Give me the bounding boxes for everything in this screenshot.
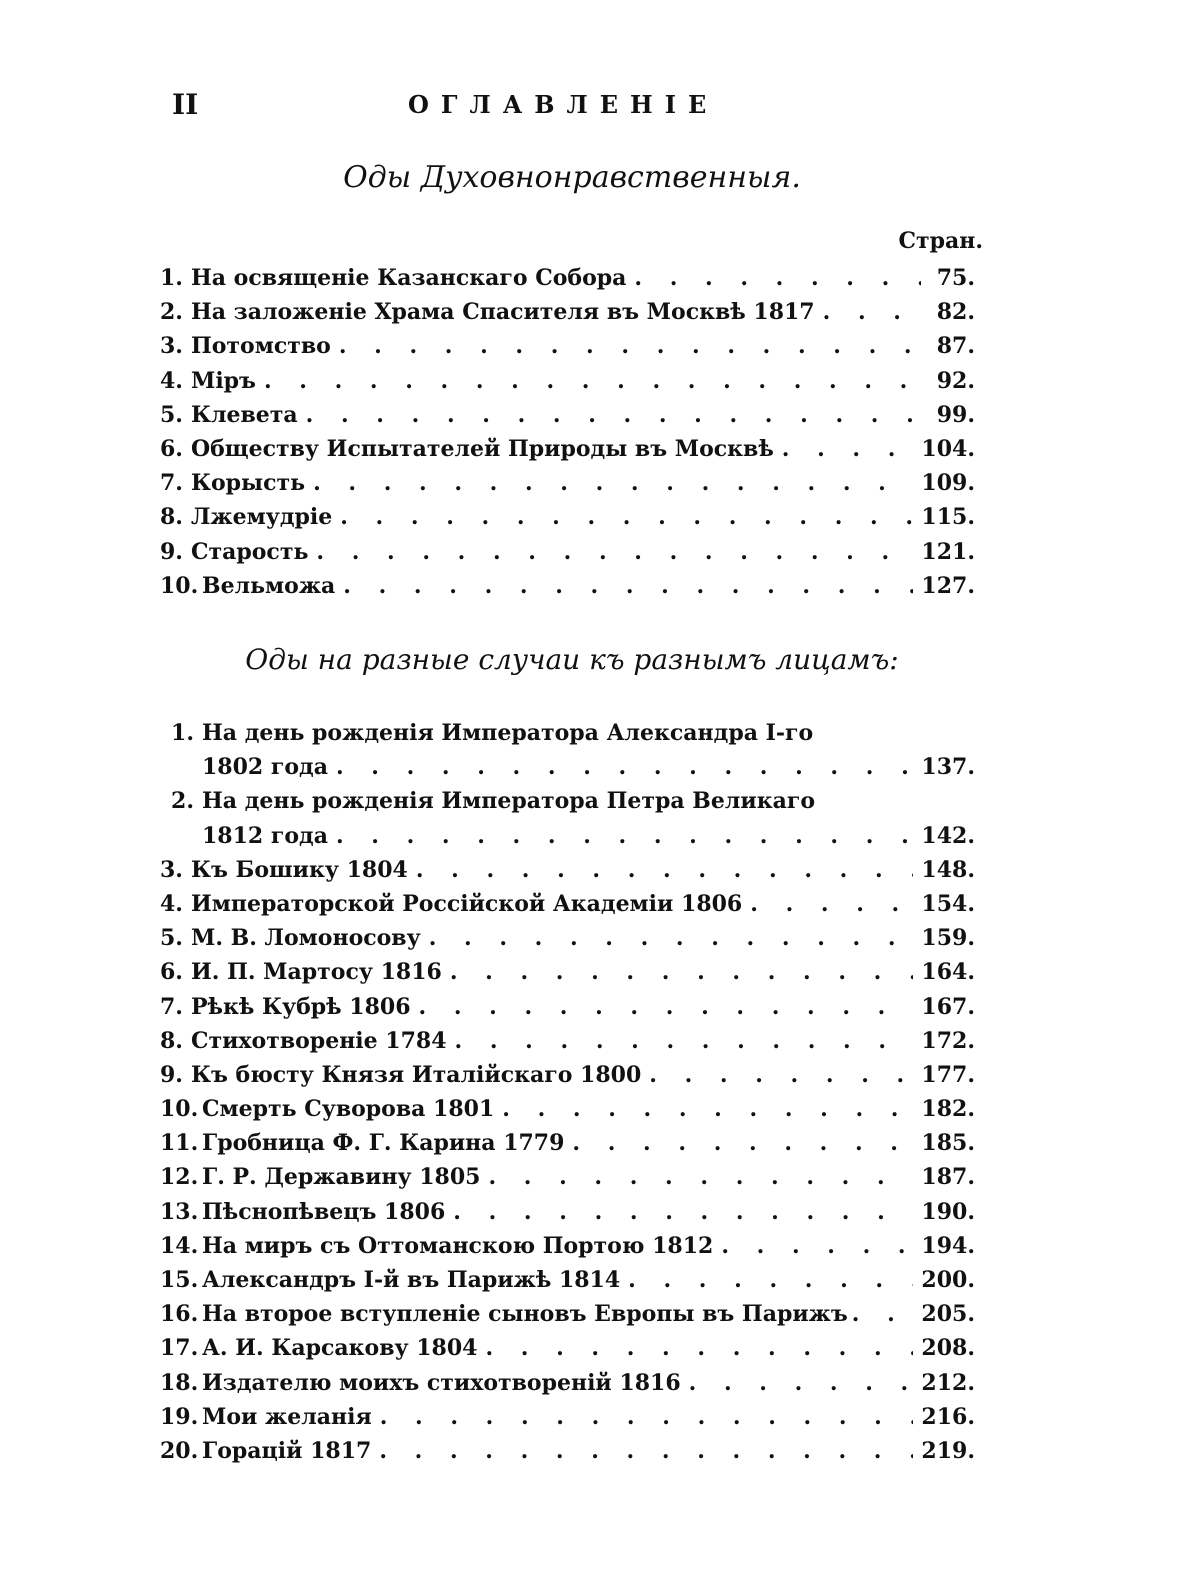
entry-number: 7. [160,470,183,497]
toc-entry[interactable] [160,994,975,1028]
entry-page: 115. [921,504,975,531]
entry-number: 1. [171,720,194,746]
entry-title: Потомство [190,333,331,360]
entry-page: 187. [921,1164,975,1191]
toc-entry[interactable] [160,1370,975,1404]
dot-leader [306,402,921,428]
toc-entry[interactable] [160,402,975,436]
entry-number: 5. [160,925,183,952]
entry-page: 208. [921,1335,975,1362]
entry-page: 159. [921,925,975,952]
entry-line-1 [160,788,975,822]
entry-page: 121. [921,538,975,565]
entry-title: Гробница Ф. Г. Карина 1779 [202,1130,565,1157]
entry-line-2 [160,754,975,788]
entry-number: 12. [160,1164,199,1191]
page-number: II [172,88,199,121]
toc-entry[interactable] [160,573,975,607]
toc-entry[interactable] [160,1267,975,1301]
entry-page: 104. [921,435,975,462]
dot-leader [343,573,913,599]
toc-entry[interactable] [160,1199,975,1233]
entry-line-1 [160,720,975,754]
dot-leader [416,857,914,883]
entry-number: 15. [160,1267,199,1294]
entry-page: 127. [921,572,975,599]
entry-number: 13. [160,1198,199,1225]
dot-leader [782,436,914,462]
entry-number: 2. [160,299,183,326]
dot-leader [264,368,921,394]
toc-entry[interactable] [160,1438,975,1472]
toc-entry[interactable] [160,333,975,367]
entry-page: 167. [921,993,975,1020]
toc-entry[interactable] [160,1096,975,1130]
entry-page: 82. [936,299,975,326]
toc-entry[interactable] [160,925,975,959]
entry-title: Къ Бошику 1804 [190,856,408,883]
running-title: ОГЛАВЛЕНІЕ [408,90,719,119]
dot-leader [572,1130,913,1156]
dot-leader [750,891,913,917]
entry-title: Александръ I-й въ Парижѣ 1814 [202,1267,621,1294]
entry-number: 4. [160,890,183,917]
toc-entry[interactable] [160,299,975,333]
toc-entry[interactable] [160,1404,975,1438]
toc-entry[interactable] [160,788,975,856]
entry-number: 19. [160,1403,199,1430]
section-title-occasional-odes: Оды на разные случаи къ разнымъ лицамъ: [245,643,899,676]
entry-title: М. В. Ломоносову [190,925,421,952]
section-title-spiritual-odes: Оды Духовнонравственныя. [343,160,801,195]
entry-page: 142. [921,822,975,849]
page-column-label: Стран. [898,228,983,254]
entry-page: 92. [936,367,975,394]
dot-leader [313,470,913,496]
entry-number: 6. [160,435,183,462]
entry-page: 212. [921,1369,975,1396]
entry-title: Старость [190,538,309,565]
entry-page: 164. [921,959,975,986]
dot-leader [336,754,913,780]
toc-entry[interactable] [160,1130,975,1164]
entry-page: 137. [921,754,975,781]
toc-entry[interactable] [160,1028,975,1062]
entry-title: На миръ съ Оттоманскою Портою 1812 [202,1232,714,1259]
entry-number: 1. [160,265,183,291]
entry-title: И. П. Мартосу 1816 [190,959,442,986]
entry-title: Рѣкѣ Кубрѣ 1806 [190,993,411,1020]
entry-page: 205. [921,1301,975,1328]
entry-title: Клевета [190,401,298,428]
dot-leader [455,1028,914,1054]
entry-number: 10. [160,1096,199,1123]
entry-page: 216. [921,1403,975,1430]
toc-entry[interactable] [160,1164,975,1198]
toc-entry[interactable] [160,1335,975,1369]
toc-entry[interactable] [160,1301,975,1335]
entry-page: 219. [921,1437,975,1464]
entry-number: 10. [160,572,199,599]
entry-title: На освященіе Казанскаго Собора [190,265,627,291]
toc-entry[interactable] [160,857,975,891]
entry-page: 75. [936,265,975,291]
dot-leader [316,539,913,565]
toc-entry[interactable] [160,720,975,788]
toc-entry[interactable] [160,1062,975,1096]
entry-page: 185. [921,1130,975,1157]
dot-leader [649,1062,913,1088]
entry-title: Корысть [190,470,306,497]
toc-entry[interactable] [160,891,975,925]
entry-page: 172. [921,1027,975,1054]
entry-title: Г. Р. Державину 1805 [202,1164,481,1191]
entry-title: Мои желанія [202,1403,372,1430]
dot-leader [450,959,914,985]
entry-number: 18. [160,1369,199,1396]
entry-number: 20. [160,1437,199,1464]
dot-leader [628,1267,913,1293]
entry-title: Смерть Суворова 1801 [202,1096,495,1123]
toc-entry[interactable] [160,265,975,299]
dot-leader [339,333,921,359]
entry-title: Стихотвореніе 1784 [190,1027,447,1054]
entry-title-continued: 1802 года [202,754,328,781]
entry-title: На заложеніе Храма Спасителя въ Москвѣ 1817 [190,299,815,326]
entry-number: 4. [160,367,183,394]
dot-leader [379,1438,913,1464]
entry-title: На день рожденія Императора Александра I-го [202,720,814,746]
toc-entry[interactable] [160,470,975,504]
entry-title: Обществу Испытателей Природы въ Москвѣ [190,435,774,462]
entry-number: 8. [160,1027,183,1054]
entry-number: 7. [160,993,183,1020]
entry-number: 9. [160,1061,183,1088]
toc-entry[interactable] [160,436,975,470]
entry-title: Къ бюсту Князя Италійскаго 1800 [190,1061,642,1088]
entry-page: 177. [921,1061,975,1088]
toc-section-1 [160,265,975,607]
entry-number: 3. [160,333,183,360]
entry-number: 3. [160,856,183,883]
dot-leader [485,1335,913,1361]
entry-page: 148. [921,856,975,883]
entry-page: 99. [936,401,975,428]
entry-number: 16. [160,1301,199,1328]
entry-title: Вельможа [202,572,336,599]
toc-entry[interactable] [160,959,975,993]
entry-page: 87. [936,333,975,360]
toc-entry[interactable] [160,368,975,402]
toc-entry[interactable] [160,504,975,538]
entry-title: Горацій 1817 [202,1437,372,1464]
entry-page: 154. [921,890,975,917]
dot-leader [336,823,913,849]
entry-title: Императорской Россійской Академіи 1806 [190,890,743,917]
dot-leader [852,1301,918,1327]
entry-number: 14. [160,1232,199,1259]
entry-title: На день рожденія Императора Петра Великаго [202,788,816,815]
dot-leader [721,1233,913,1259]
dot-leader [634,265,921,291]
entry-title: Издателю моихъ стихотвореній 1816 [202,1369,681,1396]
entry-number: 5. [160,401,183,428]
entry-title-continued: 1812 года [202,822,328,849]
entry-title: Лжемудріе [190,504,333,531]
toc-entry[interactable] [160,1233,975,1267]
entry-page: 194. [921,1232,975,1259]
dot-leader [453,1199,913,1225]
entry-page: 109. [921,470,975,497]
entry-page: 182. [921,1096,975,1123]
entry-number: 17. [160,1335,199,1362]
entry-title: А. И. Карсакову 1804 [202,1335,478,1362]
entry-number: 9. [160,538,183,565]
dot-leader [419,994,914,1020]
toc-section-2 [160,720,975,1472]
entry-title: На второе вступленіе сыновъ Европы въ Парижъ [202,1301,848,1328]
entry-number: 11. [160,1130,199,1157]
entry-page: 200. [921,1267,975,1294]
dot-leader [689,1370,914,1396]
toc-entry[interactable] [160,539,975,573]
dot-leader [340,504,913,530]
page-header [172,88,972,128]
entry-number: 8. [160,504,183,531]
dot-leader [380,1404,914,1430]
dot-leader [502,1096,913,1122]
dot-leader [429,925,914,951]
entry-page: 190. [921,1198,975,1225]
entry-line-2 [160,823,975,857]
dot-leader [823,299,921,325]
dot-leader [488,1164,913,1190]
entry-number: 2. [171,788,194,815]
entry-title: Міръ [190,367,256,394]
entry-title: Пѣснопѣвецъ 1806 [202,1198,446,1225]
entry-number: 6. [160,959,183,986]
